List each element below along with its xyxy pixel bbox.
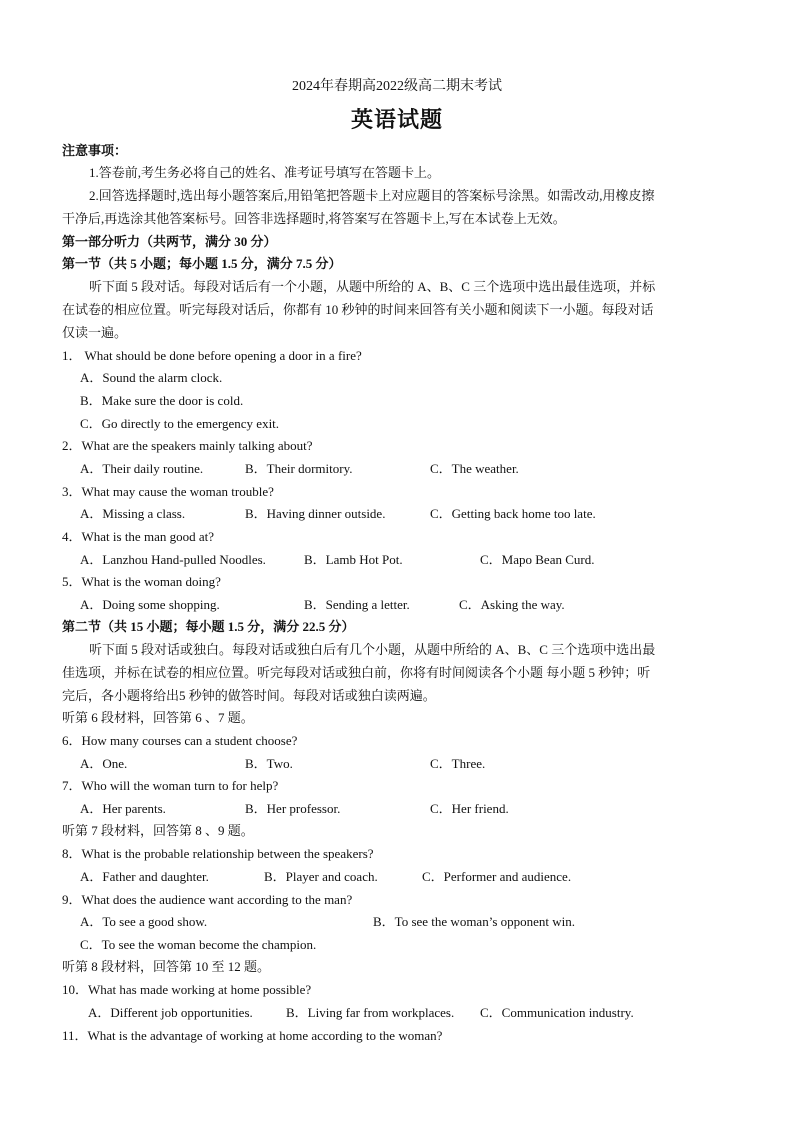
part1-heading: 第一部分听力（共两节，满分 30 分） — [62, 234, 277, 249]
question-10-option-a: A．Different job opportunities. — [88, 1005, 253, 1020]
question-5-option-a: A．Doing some shopping. — [80, 597, 220, 612]
question-8-option-a: A．Father and daughter. — [80, 869, 209, 884]
notes-item-2-line-1: 2.回答选择题时,选出每小题答案后,用铅笔把答题卡上对应题目的答案标号涂黑。如需改动,用橡皮擦 — [89, 188, 655, 203]
notes-heading: 注意事项： — [62, 143, 128, 158]
question-6-stem: 6．How many courses can a student choose? — [62, 733, 298, 748]
notes-item-1: 1.答卷前,考生务必将自己的姓名、准考证号填写在答题卡上。 — [89, 165, 441, 180]
question-6-option-b: B．Two. — [245, 756, 293, 771]
question-8-option-b: B．Player and coach. — [264, 869, 378, 884]
material-6-intro: 听第 6 段材料，回答第 6 、7 题。 — [62, 710, 254, 725]
question-9-option-b: B．To see the woman’s opponent win. — [373, 914, 576, 929]
question-10-option-b: B．Living far from workplaces. — [286, 1005, 455, 1020]
question-10-option-c: C．Communication industry. — [480, 1005, 634, 1020]
section2-instr-line-3: 完后，各小题将给出5 秒钟的做答时间。每段对话或独白读两遍。 — [62, 688, 436, 703]
question-7-option-b: B．Her professor. — [245, 801, 341, 816]
notes-item-2-line-2: 干净后,再选涂其他答案标号。回答非选择题时,将答案写在答题卡上,写在本试卷上无效。 — [62, 211, 566, 226]
exam-name: 2024年春期高2022级高二期末考试 — [292, 79, 502, 94]
section1-instr-line-1: 听下面 5 段对话。每段对话后有一个小题，从题中所给的 A、B、C 三个选项中选出最佳选项，并标 — [89, 279, 656, 294]
subject-title: 英语试题 — [350, 107, 443, 132]
question-2-stem: 2．What are the speakers mainly talking about? — [62, 438, 313, 453]
question-8-stem: 8．What is the probable relationship between the speakers? — [62, 846, 374, 861]
question-8-option-c: C．Performer and audience. — [422, 869, 572, 884]
question-5-stem: 5．What is the woman doing? — [62, 574, 221, 589]
question-4-option-c: C．Mapo Bean Curd. — [480, 552, 595, 567]
question-4-option-b: B．Lamb Hot Pot. — [304, 552, 403, 567]
question-3-option-b: B．Having dinner outside. — [245, 506, 386, 521]
question-3-stem: 3．What may cause the woman trouble? — [62, 484, 274, 499]
question-3-option-a: A．Missing a class. — [80, 506, 186, 521]
question-2-option-c: C．The weather. — [430, 461, 519, 476]
section1-instr-line-2: 在试卷的相应位置。听完每段对话后，你都有 10 秒钟的时间来回答有关小题和阅读下一小题。每段对话 — [62, 302, 654, 317]
question-4-stem: 4．What is the man good at? — [62, 529, 214, 544]
question-6-option-c: C．Three. — [430, 756, 486, 771]
question-9-option-c: C．To see the woman become the champion. — [80, 937, 317, 952]
question-11-stem: 11．What is the advantage of working at home according to the woman? — [62, 1028, 443, 1043]
question-7-option-c: C．Her friend. — [430, 801, 509, 816]
question-9-option-a: A．To see a good show. — [80, 914, 208, 929]
question-10-stem: 10．What has made working at home possible? — [62, 982, 312, 997]
section2-instr-line-1: 听下面 5 段对话或独白。每段对话或独白后有几个小题，从题中所给的 A、B、C 三个选项中选出最 — [89, 642, 656, 657]
question-9-stem: 9．What does the audience want according to the man? — [62, 892, 353, 907]
question-5-option-b: B．Sending a letter. — [304, 597, 410, 612]
section1-instr-line-3: 仅读一遍。 — [62, 325, 128, 340]
section2-instr-line-2: 佳选项，并标在试卷的相应位置。听完每段对话或独白前，你将有时间阅读各个小题 每小题 5 秒钟；听 — [62, 665, 651, 680]
material-8-intro: 听第 8 段材料，回答第 10 至 12 题。 — [62, 959, 271, 974]
section1-heading: 第一节（共 5 小题；每小题 1.5 分，满分 7.5 分） — [62, 256, 342, 271]
question-2-option-a: A．Their daily routine. — [80, 461, 204, 476]
question-7-option-a: A．Her parents. — [80, 801, 166, 816]
question-6-option-a: A．One. — [80, 756, 128, 771]
question-1-option-a: A．Sound the alarm clock. — [80, 370, 223, 385]
section2-heading: 第二节（共 15 小题；每小题 1.5 分，满分 22.5 分） — [62, 619, 355, 634]
material-7-intro: 听第 7 段材料，回答第 8 、9 题。 — [62, 823, 254, 838]
question-1-stem: 1． What should be done before opening a door in a fire? — [62, 348, 362, 363]
question-1-option-c: C．Go directly to the emergency exit. — [80, 416, 280, 431]
question-1-option-b: B．Make sure the door is cold. — [80, 393, 244, 408]
question-2-option-b: B．Their dormitory. — [245, 461, 353, 476]
question-3-option-c: C．Getting back home too late. — [430, 506, 596, 521]
question-7-stem: 7．Who will the woman turn to for help? — [62, 778, 279, 793]
question-5-option-c: C．Asking the way. — [459, 597, 565, 612]
question-4-option-a: A．Lanzhou Hand-pulled Noodles. — [80, 552, 266, 567]
